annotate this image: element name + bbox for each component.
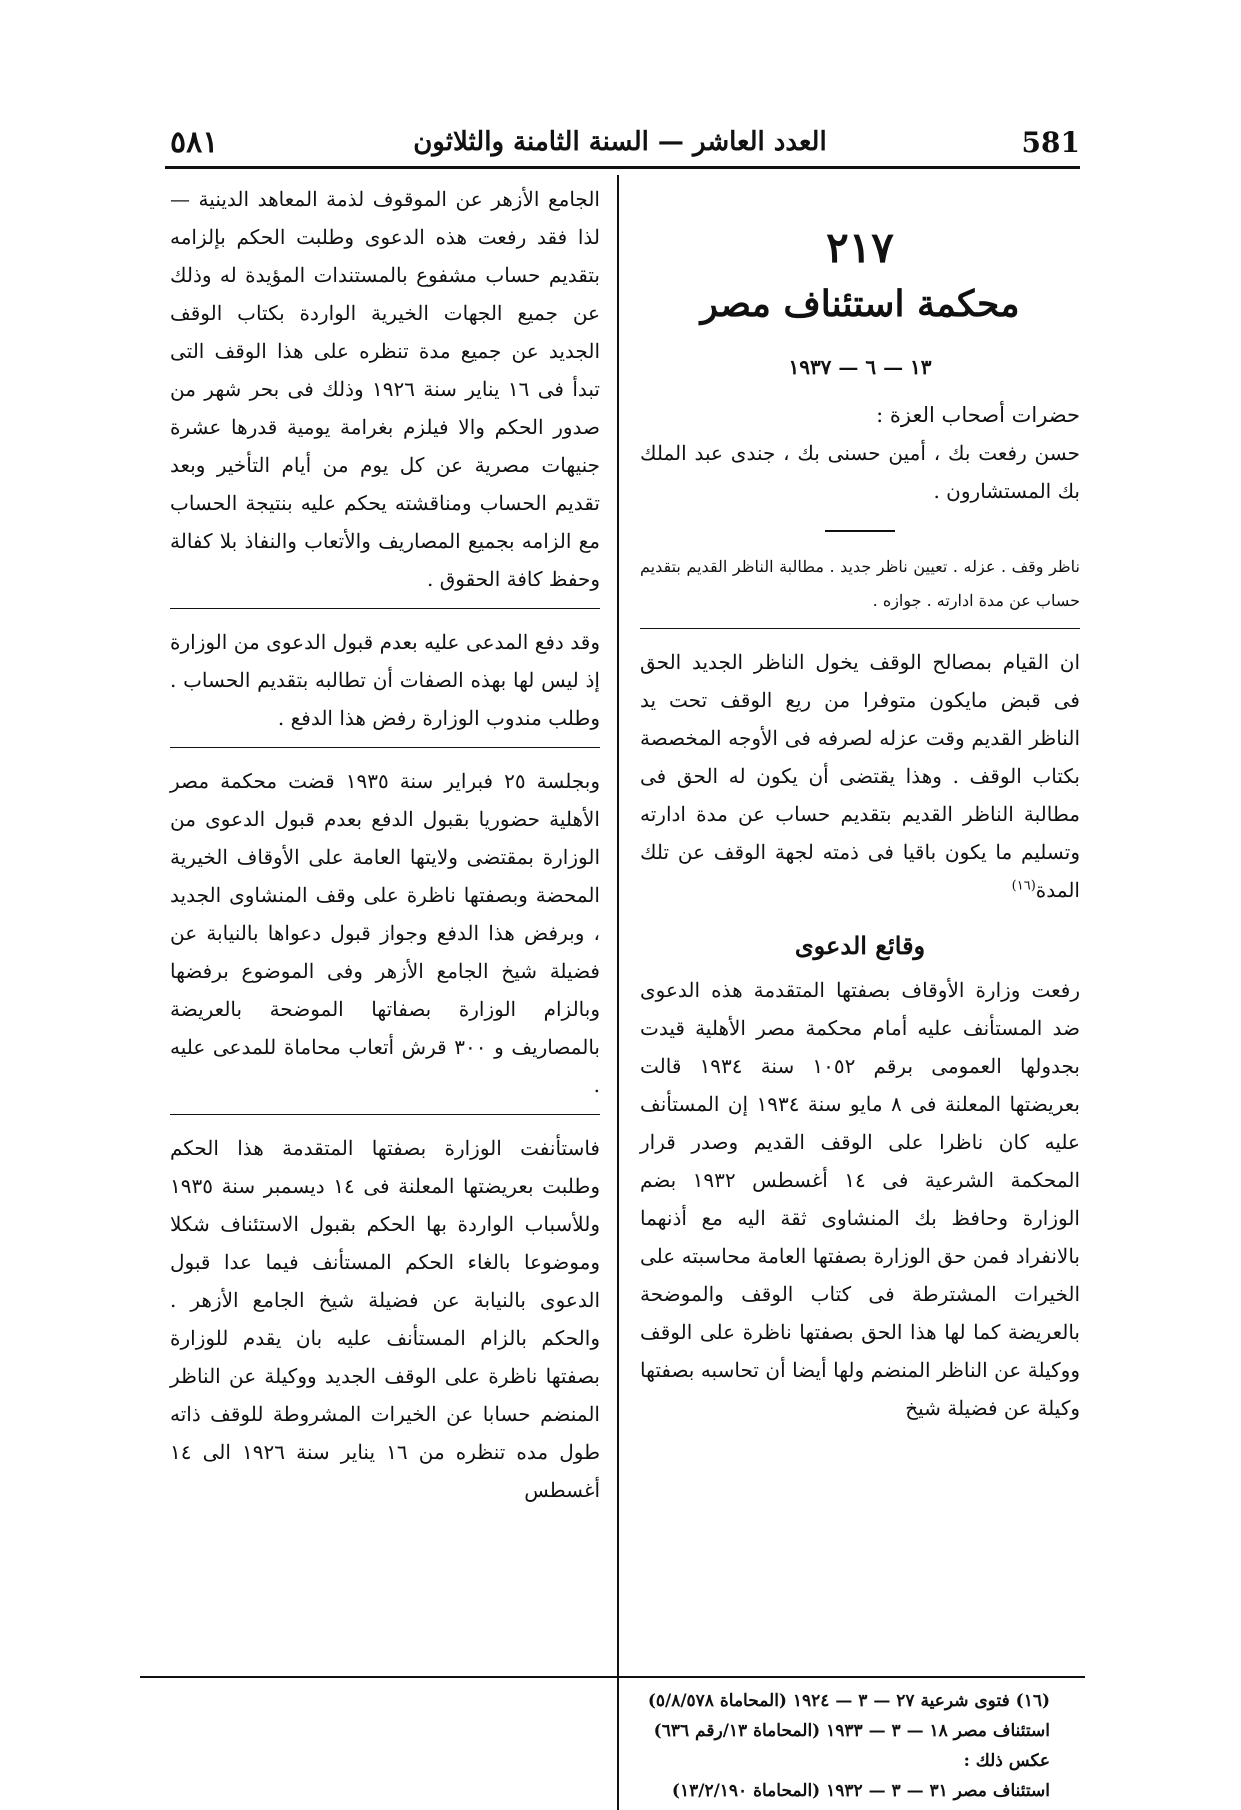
case-keywords: ناظر وقف . عزله . تعيين ناظر جديد . مطالبة الناظر القديم بتقديم حساب عن مدة ادارته . جوازه . xyxy=(640,557,1080,610)
footnote-rule xyxy=(140,1676,1085,1678)
footnote-line-4: استئناف مصر ٣١ — ٣ — ١٩٣٢ (المحاماة ١٣/٢/١٩٠) xyxy=(671,1781,1050,1801)
footnote-line-2: استئناف مصر ١٨ — ٣ — ١٩٣٣ (المحاماة ١٣/رقم ٦٣٦) xyxy=(653,1721,1050,1741)
column-divider xyxy=(617,175,619,1810)
judges-names: حسن رفعت بك ، أمين حسنى بك ، جندى عبد الملك بك المستشارون . xyxy=(640,441,1080,503)
left-paragraph-3: وبجلسة ٢٥ فبراير سنة ١٩٣٥ قضت محكمة مصر الأهلية حضوريا بقبول الدفع بعدم قبول الدعوى من الوزارة بمقتضى ولايتها العامة على الأوقاف الخيرية المحضة وبصفتها ناظرة على وقف المنشاوى الجديد ، وبرفض هذا الدفع وجواز قبول دعواها بالنيابة عن فضيلة شيخ الجامع الأزهر وفى الموضوع برفضها وبالزام الوزارة بصفاتها الموضحة بالعريضة بالمصاريف و ٣٠٠ قرش أتعاب محاماة للمدعى عليه . xyxy=(170,769,601,1097)
judges-rule xyxy=(825,530,895,532)
page-header xyxy=(170,120,1080,164)
running-title: العدد العاشر — السنة الثامنة والثلاثون xyxy=(413,127,827,157)
left-rule-2 xyxy=(170,747,600,748)
left-paragraph-1: الجامع الأزهر عن الموقوف لذمة المعاهد الدينية — لذا فقد رفعت هذه الدعوى وطلبت الحكم بإلزامه بتقديم حساب مشفوع بالمستندات المؤيدة له وذلك عن جميع الجهات الخيرية الواردة بكتاب الوقف الجديد عن جميع مدة تنظره على هذا الوقف التى تبدأ فى ١٦ يناير سنة ١٩٢٦ وذلك فى بحر شهر من صدور الحكم والا فيلزم بغرامة يومية قدرها عشرة جنيهات مصرية عن كل يوم من أيام التأخير وبعد تقديم الحساب ومناقشته يحكم عليه بنتيجة الحساب مع الزامه بجميع المصاريف والأتعاب والنفاذ بلا كفالة وحفظ كافة الحقوق . xyxy=(170,187,601,591)
footnote-ref: (١٦) xyxy=(1011,878,1036,894)
case-date: ١٣ — ٦ — ١٩٣٧ xyxy=(788,355,932,379)
legal-principle-text: ان القيام بمصالح الوقف يخول الناظر الجديد الحق فى قبض مايكون متوفرا من ريع الوقف تحت يد الناظر القديم وقت عزله لصرفه فى الأوجه المخصصة بكتاب الوقف . وهذا يقتضى أن يكون له الحق فى مطالبة الناظر القديم بتقديم حساب عن مدة ادارته وتسليم ما يكون باقيا فى ذمته لجهة الوقف عن تلك المدة xyxy=(640,650,1080,902)
legal-principle xyxy=(640,643,1080,909)
judges-title: حضرات أصحاب العزة : xyxy=(876,403,1080,427)
case-number: ٢١٧ xyxy=(826,223,894,272)
facts-heading: وقائع الدعوى xyxy=(794,931,926,960)
footnotes xyxy=(600,1686,1050,1806)
page-number-arabic: ٥٨١ xyxy=(170,124,219,160)
keywords-rule xyxy=(640,628,1080,629)
footnote-line-3: عكس ذلك : xyxy=(963,1751,1050,1771)
page-number-latin: 581 xyxy=(1021,125,1080,159)
left-rule-1 xyxy=(170,608,600,609)
left-rule-3 xyxy=(170,1114,600,1115)
footnote-line-1: (١٦) فتوى شرعية ٢٧ — ٣ — ١٩٢٤ (المحاماة ٥/٨/٥٧٨) xyxy=(647,1691,1050,1711)
court-name: محكمة استئناف مصر xyxy=(700,283,1020,325)
right-column xyxy=(640,180,1080,1427)
left-paragraph-2: وقد دفع المدعى عليه بعدم قبول الدعوى من الوزارة إذ ليس لها بهذه الصفات أن تطالبه بتقديم الحساب . وطلب مندوب الوزارة رفض هذا الدفع . xyxy=(170,630,600,730)
left-column xyxy=(170,180,600,1509)
left-paragraph-4: فاستأنفت الوزارة بصفتها المتقدمة هذا الحكم وطلبت بعريضتها المعلنة فى ١٤ ديسمبر سنة ١٩٣٥ وللأسباب الواردة بها الحكم بقبول الاستئناف شكلا وموضوعا بالغاء الحكم المستأنف فيما عدا قبول الدعوى بالنيابة عن فضيلة شيخ الجامع الأزهر . والحكم بالزام المستأنف عليه بان يقدم للوزارة بصفتها ناظرة على الوقف الجديد ووكيلة عن الناظر المنضم حسابا عن الخيرات المشروطة للوقف ذاته طول مده تنظره من ١٦ يناير سنة ١٩٢٦ الى ١٤ أغسطس xyxy=(170,1136,600,1502)
facts-text: رفعت وزارة الأوقاف بصفتها المتقدمة هذه الدعوى ضد المستأنف عليه أمام محكمة مصر الأهلية قيدت بجدولها العمومى برقم ١٠٥٢ سنة ١٩٣٤ قالت بعريضتها المعلنة فى ٨ مايو سنة ١٩٣٤ إن المستأنف عليه كان ناظرا على الوقف القديم وصدر قرار المحكمة الشرعية فى ١٤ أغسطس ١٩٣٢ بضم الوزارة وحافظ بك المنشاوى ثقة اليه مع أذنهما بالانفراد فمن حق الوزارة بصفتها العامة محاسبته على الخيرات المشترطة فى كتاب الوقف والموضحة بالعريضة كما لها هذا الحق بصفتها ناظرة على الوقف ووكيلة عن الناظر المنضم ولها أيضا أن تحاسبه بصفتها وكيلة عن فضيلة شيخ xyxy=(640,978,1081,1420)
header-rule xyxy=(165,166,1080,169)
